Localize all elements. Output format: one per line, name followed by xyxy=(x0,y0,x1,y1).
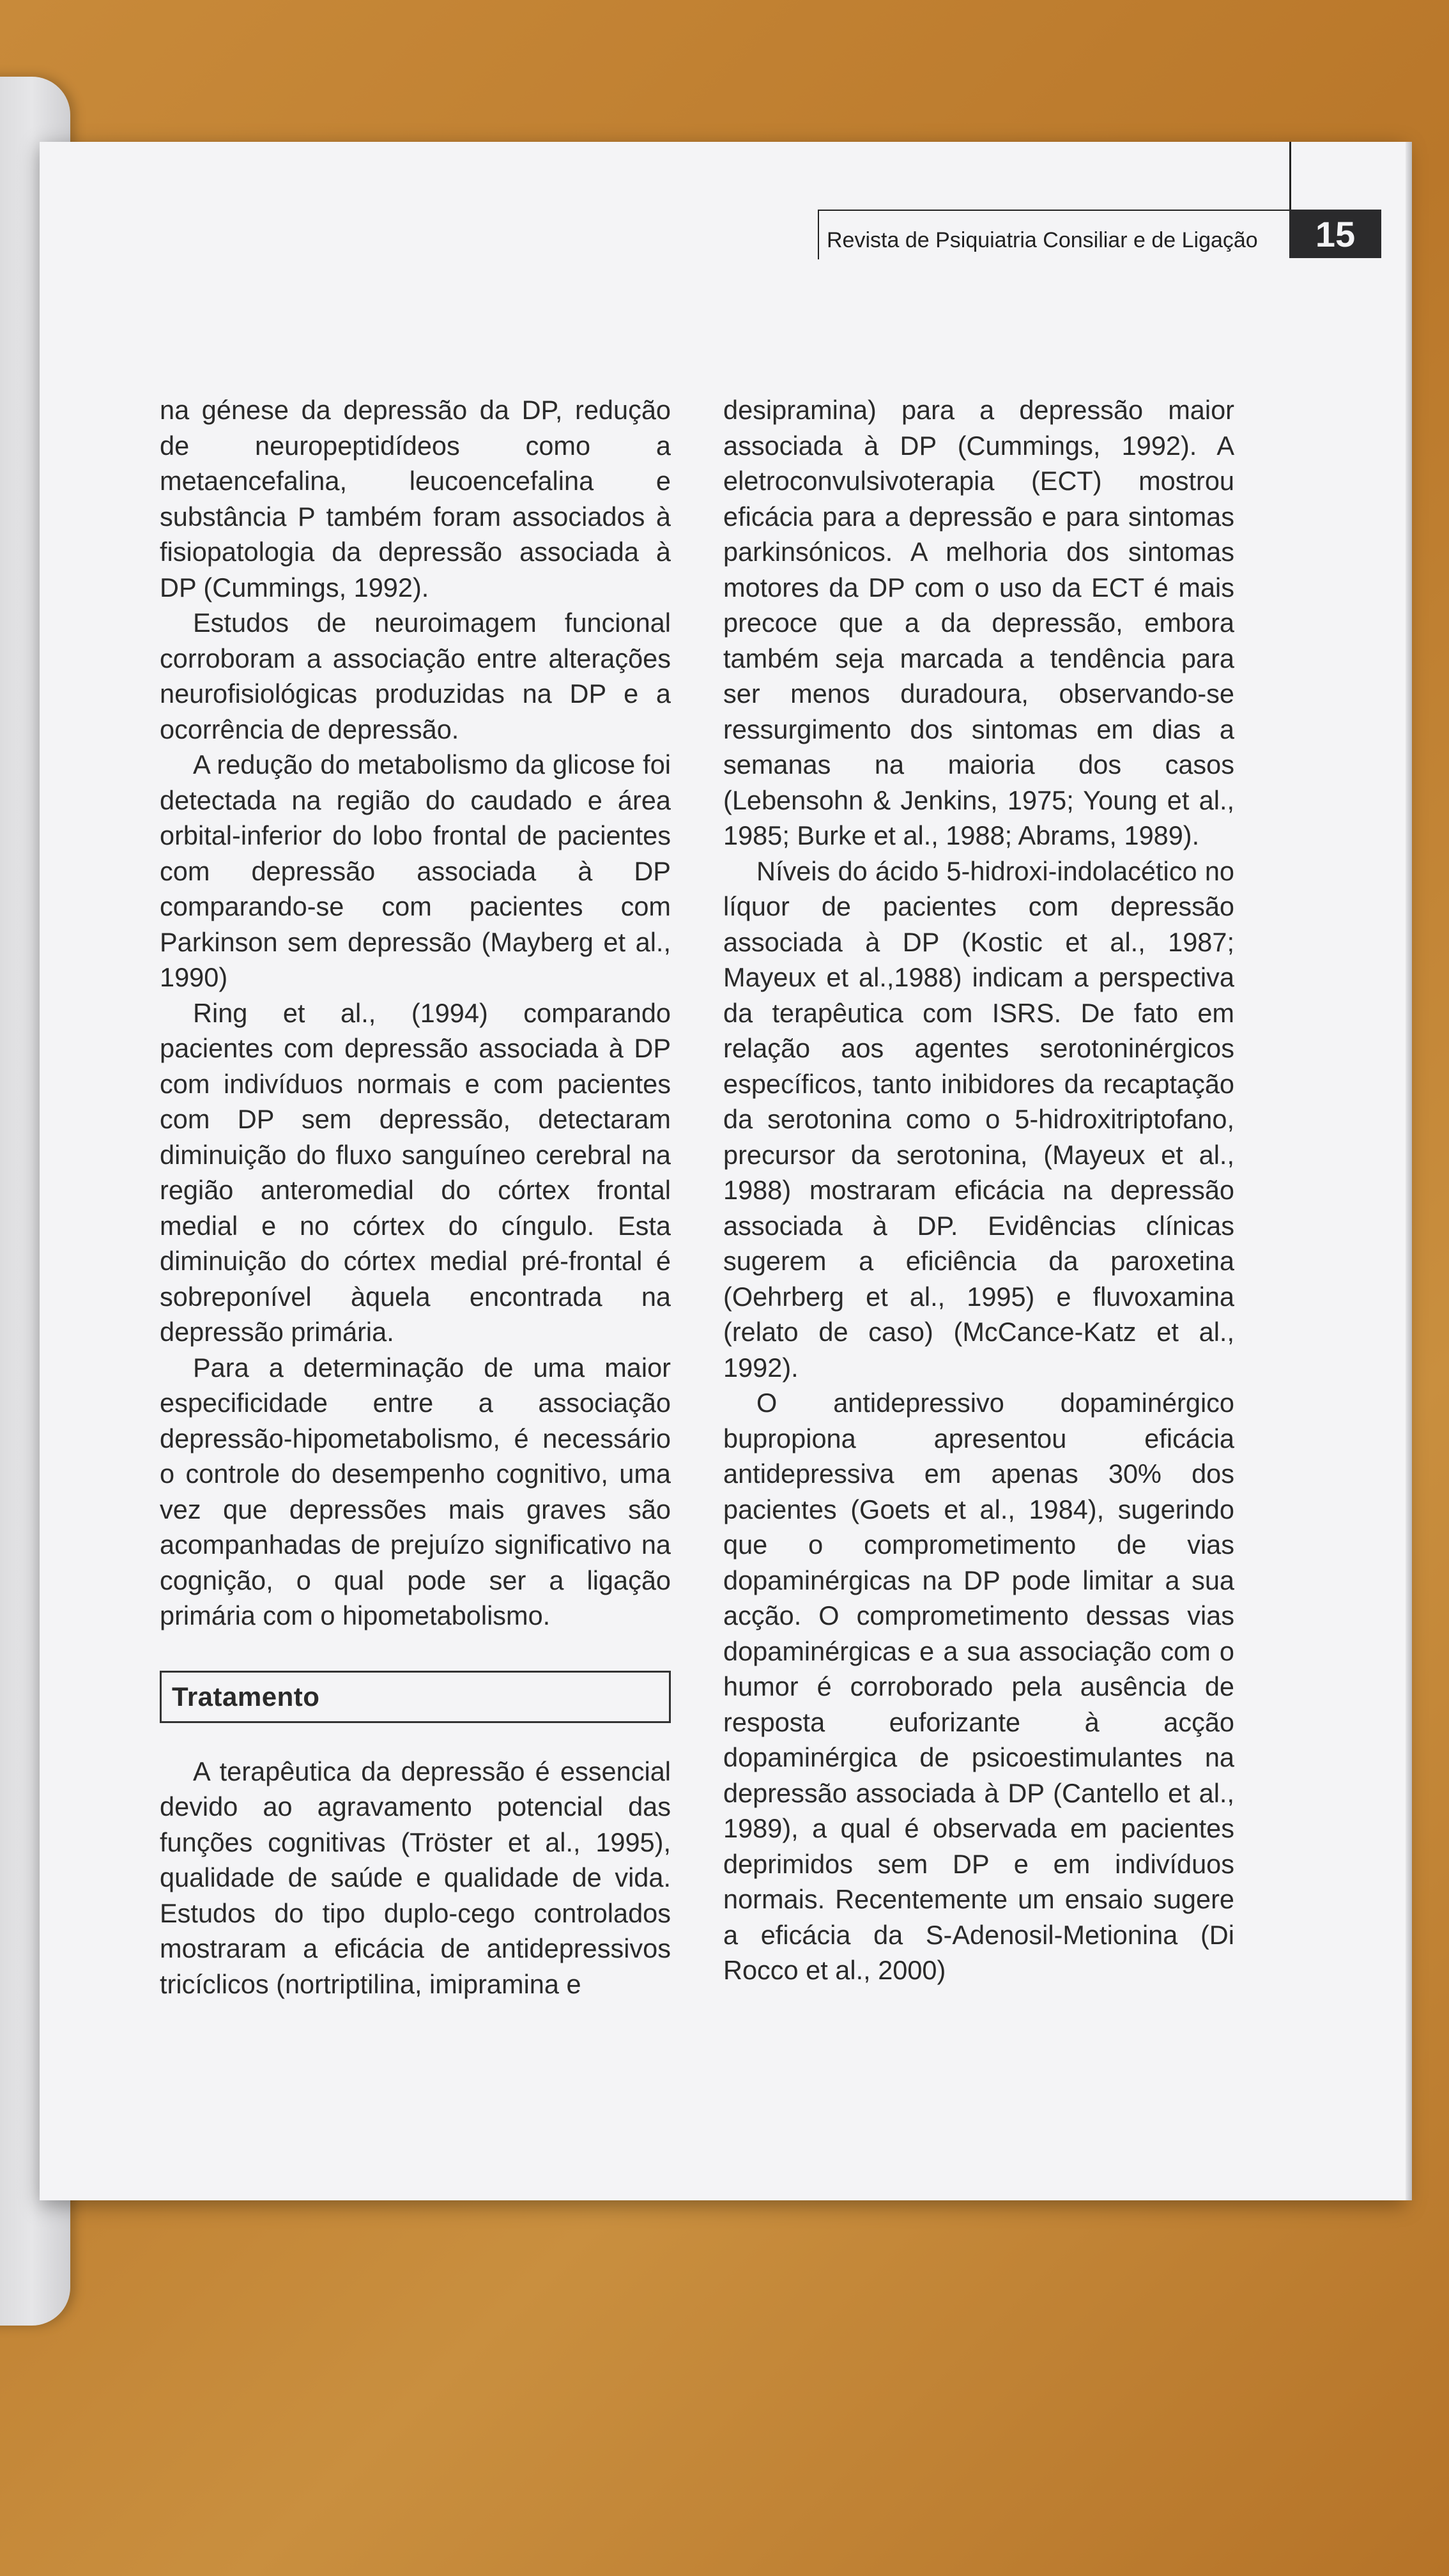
paragraph: Níveis do ácido 5-hidroxi-indolacético no líquor de pacientes com depressão associada à DP (Kostic et al., 1987; Mayeux et al.,1988) indicam a perspectiva da terapêutica com ISRS. De fato em relação aos agentes serotoninérgicos específicos, tanto inibidores da recaptação da serotonina como o 5-hidroxitriptofano, precursor da serotonina, (Mayeux et al., 1988) mostraram eficácia na depressão associada à DP. Evidências clínicas sugerem a eficiência da paroxetina (Oehrberg et al., 1995) e fluvoxamina (relato de caso) (McCance-Katz et al., 1992). xyxy=(723,855,1234,1383)
paragraph: desipramina) para a depressão maior associada à DP (Cummings, 1992). A eletroconvulsivoterapia (ECT) mostrou eficácia para a depressão e para sintomas parkinsónicos. A melhoria dos sintomas motores da DP com o uso da ECT é mais precoce que a da depressão, embora também seja marcada a tendência para ser menos duradoura, observando-se ressurgimento dos sintomas em dias a semanas na maioria dos casos (Lebensohn & Jenkins, 1975; Young et al., 1985; Burke et al., 1988; Abrams, 1989). xyxy=(723,395,1234,850)
paragraph: Estudos de neuroimagem funcional corroboram a associação entre alterações neurofisiológicas produzidas na DP e a ocorrência de depressão. xyxy=(160,608,671,744)
paragraph: Para a determinação de uma maior especificidade entre a associação depressão-hipometabolismo, é necessário o controle do desempenho cognitivo, uma vez que depressões mais graves são acompanhadas de prejuízo significativo na cognição, o qual pode ser a ligação primária com o hipometabolismo. xyxy=(160,1352,671,1630)
book-page xyxy=(40,142,1406,2200)
journal-title: Revista de Psiquiatria Consiliar e de Ligação xyxy=(827,228,1258,252)
paragraph: O antidepressivo dopaminérgico bupropiona apresentou eficácia antidepressiva em apenas 30% dos pacientes (Goets et al., 1984), sugerindo que o comprometimento de vias dopaminérgicas na DP pode limitar a sua acção. O comprometimento dessas vias dopaminérgicas e a sua associação com o humor é corroborado pela ausência de resposta euforizante à acção dopaminérgica de psicoestimulantes na depressão associada à DP (Cantello et al., 1989), a qual é observada em pacientes deprimidos sem DP e em indivíduos normais. Recentemente um ensaio sugere a eficácia da S-Adenosil-Metionina (Di Rocco et al., 2000) xyxy=(723,1388,1234,1985)
paragraph: na génese da depressão da DP, redução de neuropeptidídeos como a metaencefalina, leucoencefalina e substância P também foram associados à fisiopatologia da depressão associada à DP (Cummings, 1992). xyxy=(160,395,671,602)
running-header xyxy=(818,210,1331,259)
section-heading-text: Tratamento xyxy=(172,1681,320,1712)
paragraph: A terapêutica da depressão é essencial devido ao agravamento potencial das funções cognitivas (Tröster et al., 1995), qualidade de saúde e qualidade de vida. Estudos do tipo duplo-cego controlados mostraram a eficácia de antidepressivos tricíclicos (nortriptilina, imipramina e xyxy=(160,1756,671,1999)
header-vertical-rule xyxy=(1289,142,1291,210)
paragraph: A redução do metabolismo da glicose foi detectada na região do caudado e área orbital-inferior do lobo frontal de pacientes com depressão associada à DP comparando-se com pacientes com Parkinson sem depressão (Mayberg et al., 1990) xyxy=(160,749,671,992)
page-number: 15 xyxy=(1289,210,1381,258)
page-edge-shadow xyxy=(1406,142,1412,2200)
section-heading xyxy=(160,1671,671,1723)
paragraph: Ring et al., (1994) comparando pacientes com depressão associada à DP com indivíduos normais e com pacientes com DP sem depressão, detectaram diminuição do fluxo sanguíneo cerebral na região anteromedial do córtex frontal medial e no córtex do cíngulo. Esta diminuição do córtex medial pré-frontal é sobreponível àquela encontrada na depressão primária. xyxy=(160,997,671,1347)
left-column xyxy=(160,392,671,2002)
right-column xyxy=(723,392,1234,1988)
